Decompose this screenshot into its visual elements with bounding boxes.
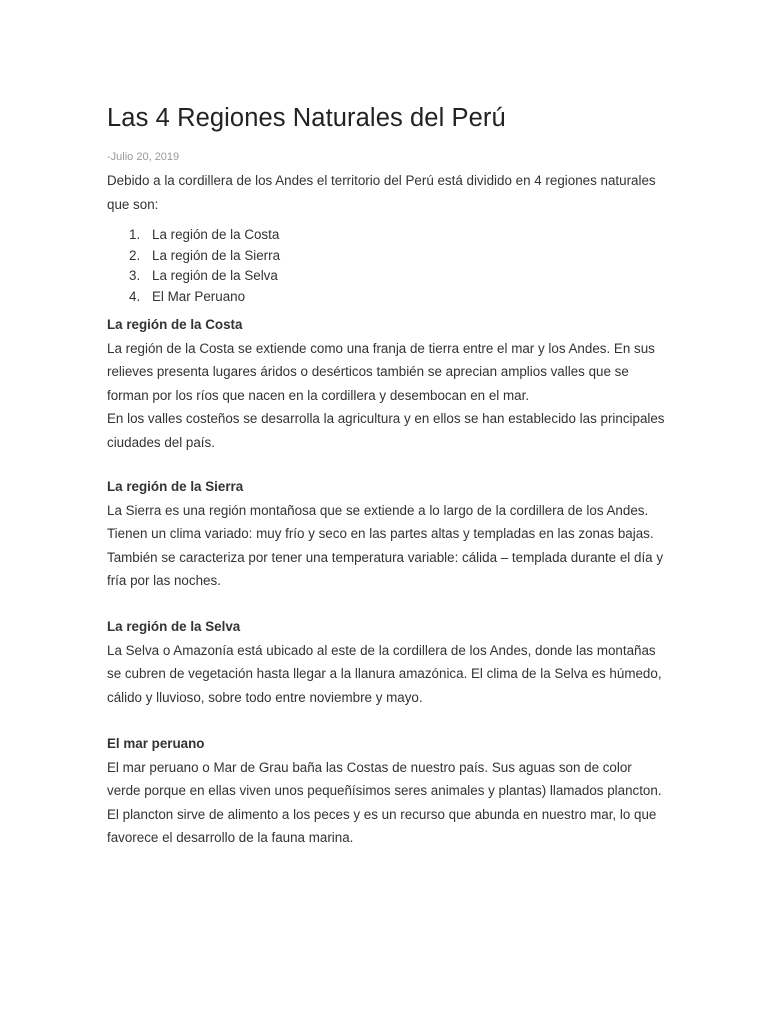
- section-paragraph: La Sierra es una región montañosa que se extiende a lo largo de la cordillera de los Andes. Tienen un clima variado: muy frío y seco en las partes altas y templadas en las zonas bajas. También se caracteriza por tener una temperatura variable: cálida – templada durante el día y fría por las noches.: [107, 502, 664, 588]
- intro-paragraph: Debido a la cordillera de los Andes el territorio del Perú está dividido en 4 regiones naturales que son:: [107, 173, 656, 212]
- section-mar-peruano: [107, 732, 667, 850]
- section-heading: La región de la Selva: [107, 619, 241, 634]
- section-heading: La región de la Costa: [107, 317, 243, 332]
- section-paragraph: El mar peruano o Mar de Grau baña las Costas de nuestro país. Sus aguas son de color verde porque en ellas viven unos pequeñísimos seres animales y plantas) llamados plancton. El plancton sirve de alimento a los peces y es un recurso que abunda en nuestro mar, lo que favorece el desarrollo de la fauna marina.: [107, 759, 662, 845]
- list-item: [107, 266, 280, 287]
- post-date: -Julio 20, 2019: [107, 151, 180, 163]
- list-number: 3.: [129, 268, 141, 283]
- section-paragraph: La región de la Costa se extiende como una franja de tierra entre el mar y los Andes. En sus relieves presenta lugares áridos o desérticos también se aprecian amplios valles que se forman por los ríos que nacen en la cordillera y desembocan en el mar.: [107, 340, 655, 403]
- section-sierra: [107, 475, 667, 593]
- list-number: 2.: [129, 247, 141, 263]
- list-item: [107, 246, 280, 267]
- section-selva: [107, 615, 667, 709]
- list-number: 1.: [129, 227, 141, 242]
- list-item: [107, 287, 280, 308]
- section-paragraph: En los valles costeños se desarrolla la agricultura y en ellos se han establecido las principales ciudades del país.: [107, 411, 665, 450]
- list-item-text: La región de la Costa: [152, 227, 280, 242]
- list-item-text: La región de la Selva: [152, 268, 278, 283]
- list-item-text: La región de la Sierra: [152, 247, 281, 263]
- list-number: 4.: [129, 288, 141, 304]
- list-item-text: El Mar Peruano: [152, 288, 246, 304]
- regions-list: [107, 225, 280, 307]
- section-paragraph: La Selva o Amazonía está ubicado al este de la cordillera de los Andes, donde las montañas se cubren de vegetación hasta llegar a la llanura amazónica. El clima de la Selva es húmedo, cálido y lluvioso, sobre todo entre noviembre y mayo.: [107, 642, 662, 705]
- page-title: Las 4 Regiones Naturales del Perú: [107, 104, 506, 132]
- list-item: [107, 225, 280, 246]
- section-costa: [107, 313, 667, 454]
- section-heading: El mar peruano: [107, 736, 205, 751]
- section-heading: La región de la Sierra: [107, 479, 244, 494]
